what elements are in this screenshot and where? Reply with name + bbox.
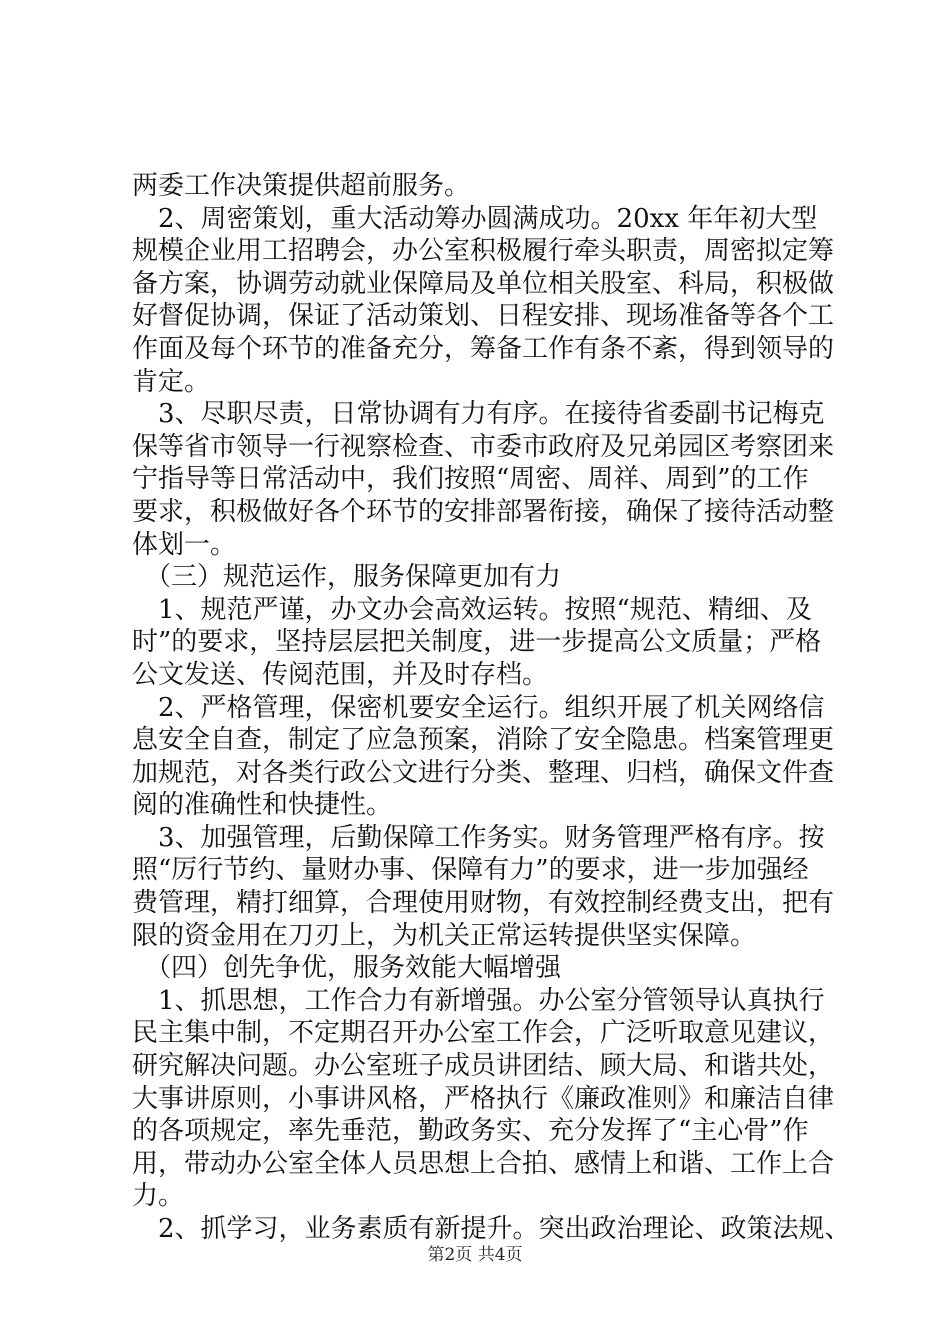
section-heading: （四）创先争优，服务效能大幅增强	[132, 953, 562, 984]
text-line: 肯定。	[132, 366, 211, 397]
text-line: 公文发送、传阅范围，并及时存档。	[132, 659, 549, 690]
text-line: 力。	[132, 1181, 185, 1212]
text-line: 1、规范严谨，办文办会高效运转。按照“规范、精细、及	[132, 594, 812, 625]
text-line: 备方案，协调劳动就业保障局及单位相关股室、科局，积极做	[132, 268, 835, 299]
text-line: 2、抓学习，业务素质有新提升。突出政治理论、政策法规、	[132, 1214, 851, 1244]
text-line: 好督促协调，保证了活动策划、日程安排、现场准备等各个工	[132, 301, 835, 332]
document-body	[132, 170, 851, 1246]
text-line: 照“厉行节约、量财办事、保障有力”的要求，进一步加强经	[132, 855, 809, 886]
text-line: 的各项规定，率先垂范，勤政务实、充分发挥了“主心骨”作	[132, 1116, 809, 1147]
text-line: 阅的准确性和快捷性。	[132, 790, 393, 821]
text-line: 体划一。	[132, 529, 237, 560]
text-line: 大事讲原则，小事讲风格，严格执行《廉政准则》和廉洁自律	[132, 1083, 835, 1114]
text-line: 作面及每个环节的准备充分，筹备工作有条不紊，得到领导的	[132, 333, 835, 364]
text-line: 2、严格管理，保密机要安全运行。组织开展了机关网络信	[132, 692, 825, 723]
text-line: 息安全自查，制定了应急预案，消除了安全隐患。档案管理更	[132, 725, 835, 756]
text-line: 宁指导等日常活动中，我们按照“周密、周祥、周到”的工作	[132, 464, 809, 495]
text-line: 民主集中制，不定期召开办公室工作会，广泛听取意见建议，	[132, 1018, 835, 1049]
page-footer: 第2页 共4页	[427, 1245, 523, 1265]
text-line: 要求，积极做好各个环节的安排部署衔接，确保了接待活动整	[132, 496, 835, 527]
text-line: 限的资金用在刀刃上，为机关正常运转提供坚实保障。	[132, 920, 757, 951]
text-line: 3、尽职尽责，日常协调有力有序。在接待省委副书记梅克	[132, 399, 825, 430]
text-line: 保等省市领导一行视察检查、市委市政府及兄弟园区考察团来	[132, 431, 835, 462]
text-line: 3、加强管理，后勤保障工作务实。财务管理严格有序。按	[132, 822, 825, 853]
text-line: 用，带动办公室全体人员思想上合拍、感情上和谐、工作上合	[132, 1148, 835, 1179]
text-line: 两委工作决策提供超前服务。	[132, 171, 471, 201]
text-line: 研究解决问题。办公室班子成员讲团结、顾大局、和谐共处，	[132, 1051, 835, 1082]
text-line: 2、周密策划，重大活动筹办圆满成功。20xx 年年初大型	[132, 203, 818, 234]
text-line: 时”的要求，坚持层层把关制度，进一步提高公文质量；严格	[132, 627, 822, 658]
text-line: 加规范，对各类行政公文进行分类、整理、归档，确保文件查	[132, 757, 835, 788]
text-line: 费管理，精打细算，合理使用财物，有效控制经费支出，把有	[132, 888, 835, 919]
section-heading: （三）规范运作，服务保障更加有力	[132, 562, 562, 593]
text-line: 规模企业用工招聘会，办公室积极履行牵头职责，周密拟定筹	[132, 236, 835, 267]
text-line: 1、抓思想，工作合力有新增强。办公室分管领导认真执行	[132, 985, 825, 1016]
